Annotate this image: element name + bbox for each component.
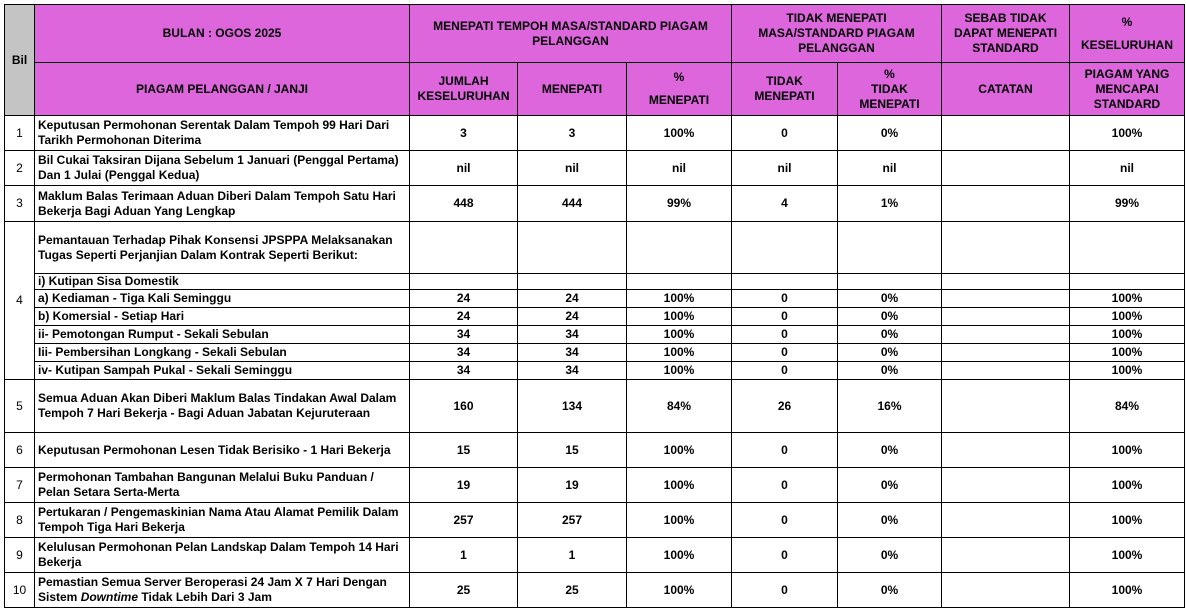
jumlah-header: JUMLAH KESELURUHAN bbox=[410, 63, 518, 116]
pct-menepati-cell: 100% bbox=[627, 362, 732, 380]
jumlah-cell: 24 bbox=[410, 290, 518, 308]
bil-header: Bil bbox=[5, 5, 35, 116]
table-row bbox=[5, 573, 1185, 608]
table-row bbox=[5, 151, 1185, 186]
jumlah-cell: 448 bbox=[410, 186, 518, 222]
tidak-cell: 0 bbox=[732, 326, 838, 344]
bil-cell: 7 bbox=[5, 468, 35, 503]
keseluruhan-cell: nil bbox=[1070, 151, 1185, 186]
pct-tidak-cell: 0% bbox=[838, 344, 942, 362]
group-sebab-header: SEBAB TIDAK DAPAT MENEPATI STANDARD bbox=[942, 5, 1070, 63]
jumlah-cell: 160 bbox=[410, 380, 518, 433]
jumlah-cell: 34 bbox=[410, 344, 518, 362]
pct-tidak-symbol: % bbox=[884, 66, 895, 81]
menepati-cell: 25 bbox=[518, 573, 627, 608]
pct-menepati-cell: 100% bbox=[627, 116, 732, 151]
pct-tidak-cell: 0% bbox=[838, 326, 942, 344]
desc-cell: Keputusan Permohonan Lesen Tidak Berisiko - 1 Hari Bekerja bbox=[35, 433, 410, 468]
bil-cell: 3 bbox=[5, 186, 35, 222]
pct-tidak-cell: nil bbox=[838, 151, 942, 186]
keseluruhan-cell: 100% bbox=[1070, 573, 1185, 608]
pct-tidak-cell: 0% bbox=[838, 308, 942, 326]
menepati-cell: 34 bbox=[518, 326, 627, 344]
tidak-cell: 0 bbox=[732, 308, 838, 326]
tidak-cell: 0 bbox=[732, 116, 838, 151]
table-row bbox=[5, 326, 1185, 344]
jumlah-cell: 15 bbox=[410, 433, 518, 468]
pct-tidak-cell: 0% bbox=[838, 433, 942, 468]
bil-cell: 2 bbox=[5, 151, 35, 186]
desc-cell: ii- Pemotongan Rumput - Sekali Sebulan bbox=[35, 326, 410, 344]
jumlah-cell: 257 bbox=[410, 503, 518, 538]
header-row-1 bbox=[5, 5, 1185, 63]
bil-cell: 8 bbox=[5, 503, 35, 538]
keseluruhan-cell: 100% bbox=[1070, 344, 1185, 362]
pct-tidak-cell: 1% bbox=[838, 186, 942, 222]
desc-cell: b) Komersial - Setiap Hari bbox=[35, 308, 410, 326]
table-row bbox=[5, 503, 1185, 538]
menepati-cell: 34 bbox=[518, 344, 627, 362]
catatan-header: CATATAN bbox=[942, 63, 1070, 116]
tidak-cell: 0 bbox=[732, 468, 838, 503]
header-row-2 bbox=[5, 63, 1185, 116]
catatan-cell bbox=[942, 344, 1070, 362]
pct-tidak-header bbox=[838, 63, 942, 116]
catatan-cell bbox=[942, 538, 1070, 573]
desc-cell: iv- Kutipan Sampah Pukal - Sekali Seminggu bbox=[35, 362, 410, 380]
catatan-cell bbox=[942, 151, 1070, 186]
menepati-cell: 444 bbox=[518, 186, 627, 222]
pct-tidak-cell: 0% bbox=[838, 538, 942, 573]
desc-cell: Kelulusan Permohonan Pelan Landskap Dalam Tempoh 14 Hari Bekerja bbox=[35, 538, 410, 573]
keseluruhan-cell: 100% bbox=[1070, 503, 1185, 538]
tidak-cell: 0 bbox=[732, 503, 838, 538]
menepati-cell: 34 bbox=[518, 362, 627, 380]
pct-menepati-label: MENEPATI bbox=[648, 93, 710, 107]
pct-menepati-cell: 100% bbox=[627, 326, 732, 344]
desc-part: Pemastian Semua Server Beroperasi 24 Jam X 7 Hari Dengan Sistem bbox=[38, 575, 387, 604]
table-row bbox=[5, 344, 1185, 362]
table-row bbox=[5, 290, 1185, 308]
table-row bbox=[5, 468, 1185, 503]
desc-part: Tidak Lebih Dari 3 Jam bbox=[138, 590, 272, 604]
table-row bbox=[5, 222, 1185, 274]
table-row bbox=[5, 380, 1185, 433]
pct-tidak-cell: 16% bbox=[838, 380, 942, 433]
menepati-cell: 19 bbox=[518, 468, 627, 503]
keseluruhan-cell: 100% bbox=[1070, 362, 1185, 380]
group-tidak-header: TIDAK MENEPATI MASA/STANDARD PIAGAM PELANGGAN bbox=[732, 5, 942, 63]
pct-tidak-label: TIDAK MENEPATI bbox=[859, 81, 920, 111]
group-menepati-header: MENEPATI TEMPOH MASA/STANDARD PIAGAM PELANGGAN bbox=[410, 5, 732, 63]
group-keseluruhan-header bbox=[1070, 5, 1185, 63]
desc-cell: Bil Cukai Taksiran Dijana Sebelum 1 Januari (Penggal Pertama) Dan 1 Julai (Penggal Kedua) bbox=[35, 151, 410, 186]
pct-menepati-cell: 100% bbox=[627, 573, 732, 608]
catatan-cell bbox=[942, 308, 1070, 326]
pct-menepati-cell: 100% bbox=[627, 290, 732, 308]
pct-menepati-cell: 100% bbox=[627, 538, 732, 573]
keseluruhan-cell: 84% bbox=[1070, 380, 1185, 433]
tidak-cell: 0 bbox=[732, 344, 838, 362]
desc-cell: Keputusan Permohonan Serentak Dalam Tempoh 99 Hari Dari Tarikh Permohonan Diterima bbox=[35, 116, 410, 151]
keseluruhan-cell: 100% bbox=[1070, 116, 1185, 151]
tidak-cell: 0 bbox=[732, 433, 838, 468]
tidak-cell: 4 bbox=[732, 186, 838, 222]
piagam-capai-header: PIAGAM YANG MENCAPAI STANDARD bbox=[1070, 63, 1185, 116]
bil-cell: 4 bbox=[5, 222, 35, 380]
pct-menepati-cell: 100% bbox=[627, 503, 732, 538]
keseluruhan-cell: 99% bbox=[1070, 186, 1185, 222]
keseluruhan-cell: 100% bbox=[1070, 326, 1185, 344]
piagam-header: PIAGAM PELANGGAN / JANJI bbox=[35, 63, 410, 116]
bil-cell: 9 bbox=[5, 538, 35, 573]
desc-cell: Semua Aduan Akan Diberi Maklum Balas Tindakan Awal Dalam Tempoh 7 Hari Bekerja - Bagi Aduan Jabatan Kejuruteraan bbox=[35, 380, 410, 433]
catatan-cell bbox=[942, 380, 1070, 433]
keseluruhan-cell: 100% bbox=[1070, 538, 1185, 573]
jumlah-cell: 19 bbox=[410, 468, 518, 503]
menepati-cell: 134 bbox=[518, 380, 627, 433]
tidak-cell: 0 bbox=[732, 362, 838, 380]
bil-cell: 10 bbox=[5, 573, 35, 608]
keseluruhan-label: KESELURUHAN bbox=[1080, 37, 1173, 52]
desc-cell bbox=[35, 573, 410, 608]
pct-tidak-cell: 0% bbox=[838, 362, 942, 380]
table-row bbox=[5, 186, 1185, 222]
catatan-cell bbox=[942, 116, 1070, 151]
tidak-cell: nil bbox=[732, 151, 838, 186]
catatan-cell bbox=[942, 362, 1070, 380]
tidak-cell: 26 bbox=[732, 380, 838, 433]
menepati-cell: 24 bbox=[518, 290, 627, 308]
catatan-cell bbox=[942, 290, 1070, 308]
keseluruhan-cell: 100% bbox=[1070, 468, 1185, 503]
pct-tidak-cell: 0% bbox=[838, 503, 942, 538]
catatan-cell bbox=[942, 186, 1070, 222]
jumlah-cell: 3 bbox=[410, 116, 518, 151]
tidak-cell: 0 bbox=[732, 290, 838, 308]
bulan-header: BULAN : OGOS 2025 bbox=[35, 5, 410, 63]
pct-menepati-cell: 100% bbox=[627, 344, 732, 362]
pct-menepati-header bbox=[627, 63, 732, 116]
jumlah-cell: nil bbox=[410, 151, 518, 186]
catatan-cell bbox=[942, 573, 1070, 608]
pct-menepati-cell: nil bbox=[627, 151, 732, 186]
keseluruhan-cell: 100% bbox=[1070, 290, 1185, 308]
menepati-cell: 1 bbox=[518, 538, 627, 573]
pct-tidak-cell: 0% bbox=[838, 116, 942, 151]
tidak-header: TIDAK MENEPATI bbox=[732, 63, 838, 116]
keseluruhan-cell: 100% bbox=[1070, 308, 1185, 326]
intro-cell: Pemantauan Terhadap Pihak Konsensi JPSPPA Melaksanakan Tugas Seperti Perjanjian Dalam Kontrak Seperti Berikut: bbox=[35, 222, 410, 274]
desc-italic: Downtime bbox=[80, 590, 139, 604]
menepati-header: MENEPATI bbox=[518, 63, 627, 116]
jumlah-cell: 34 bbox=[410, 326, 518, 344]
catatan-cell bbox=[942, 326, 1070, 344]
menepati-cell: 3 bbox=[518, 116, 627, 151]
pct-menepati-cell: 100% bbox=[627, 308, 732, 326]
pct-tidak-cell: 0% bbox=[838, 468, 942, 503]
jumlah-cell: 25 bbox=[410, 573, 518, 608]
pct-menepati-cell: 84% bbox=[627, 380, 732, 433]
menepati-cell: 257 bbox=[518, 503, 627, 538]
desc-cell: Iii- Pembersihan Longkang - Sekali Sebulan bbox=[35, 344, 410, 362]
bil-cell: 6 bbox=[5, 433, 35, 468]
desc-cell: Pertukaran / Pengemaskinian Nama Atau Alamat Pemilik Dalam Tempoh Tiga Hari Bekerja bbox=[35, 503, 410, 538]
desc-cell: Permohonan Tambahan Bangunan Melalui Buku Panduan / Pelan Setara Serta-Merta bbox=[35, 468, 410, 503]
tidak-cell: 0 bbox=[732, 538, 838, 573]
jumlah-cell: 34 bbox=[410, 362, 518, 380]
table-row bbox=[5, 308, 1185, 326]
catatan-cell bbox=[942, 468, 1070, 503]
tidak-cell: 0 bbox=[732, 573, 838, 608]
sub-heading-cell: i) Kutipan Sisa Domestik bbox=[35, 274, 410, 290]
bil-cell: 1 bbox=[5, 116, 35, 151]
jumlah-cell: 1 bbox=[410, 538, 518, 573]
pct-tidak-cell: 0% bbox=[838, 290, 942, 308]
menepati-cell: 24 bbox=[518, 308, 627, 326]
table-row bbox=[5, 433, 1185, 468]
pct-menepati-cell: 100% bbox=[627, 468, 732, 503]
menepati-cell: nil bbox=[518, 151, 627, 186]
desc-cell: Maklum Balas Terimaan Aduan Diberi Dalam Tempoh Satu Hari Bekerja Bagi Aduan Yang Lengkap bbox=[35, 186, 410, 222]
catatan-cell bbox=[942, 433, 1070, 468]
menepati-cell: 15 bbox=[518, 433, 627, 468]
table-row bbox=[5, 538, 1185, 573]
pct-menepati-symbol: % bbox=[673, 70, 685, 84]
pct-menepati-cell: 99% bbox=[627, 186, 732, 222]
jumlah-cell: 24 bbox=[410, 308, 518, 326]
piagam-table bbox=[4, 4, 1185, 608]
pct-menepati-cell: 100% bbox=[627, 433, 732, 468]
desc-cell: a) Kediaman - Tiga Kali Seminggu bbox=[35, 290, 410, 308]
pct-tidak-cell: 0% bbox=[838, 573, 942, 608]
table-row bbox=[5, 116, 1185, 151]
keseluruhan-cell: 100% bbox=[1070, 433, 1185, 468]
catatan-cell bbox=[942, 503, 1070, 538]
bil-cell: 5 bbox=[5, 380, 35, 433]
keseluruhan-pct-symbol: % bbox=[1121, 14, 1133, 29]
table-row bbox=[5, 274, 1185, 290]
table-row bbox=[5, 362, 1185, 380]
